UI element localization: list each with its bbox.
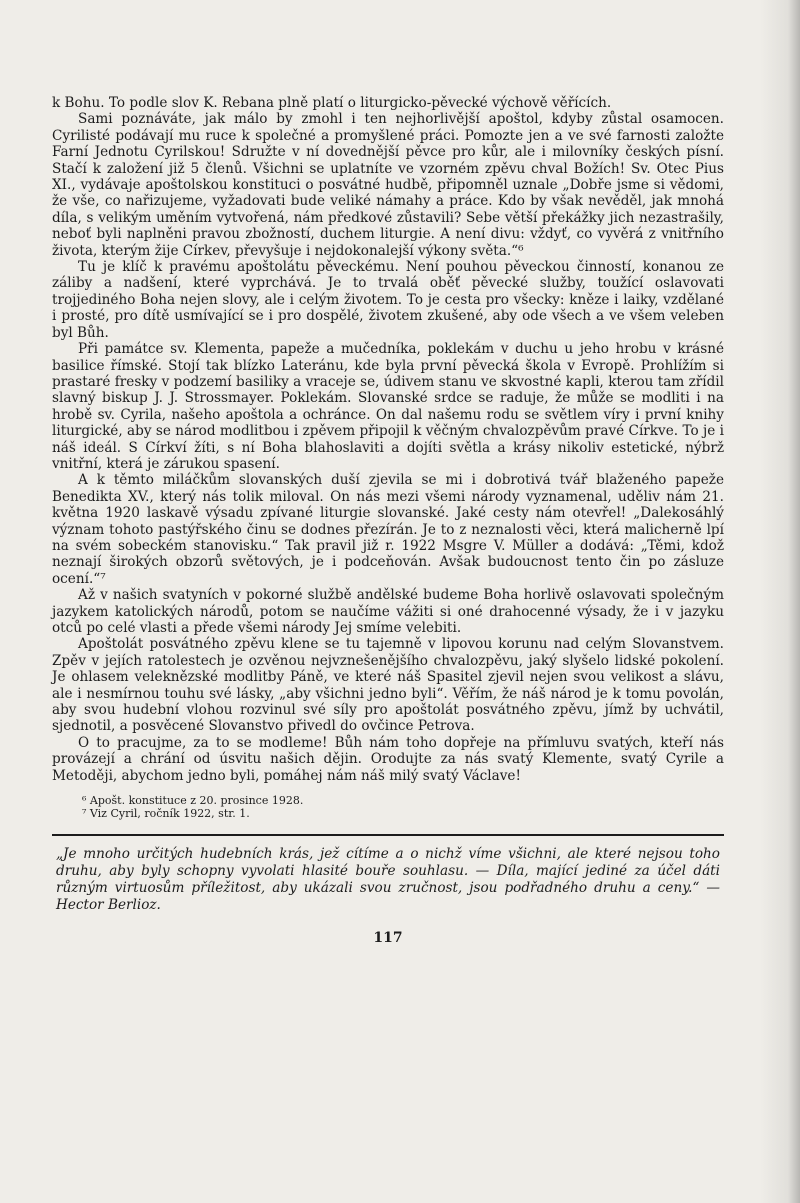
berlioz-quote: „Je mnoho určitých hudebních krás, jež cítíme a o nichž víme všichni, ale které nejsou toho druhu, aby byly schopny vyvolati hlasité bouře souhlasu. — Díla, mající jediné za účel dáti různým virtuosům příležitost, aby ukázali svou zručnost, jsou podřadného druhu a ceny.“ — Hector Berlioz. xyxy=(56,846,720,914)
book-binding-shadow xyxy=(760,0,800,1203)
page-number: 117 xyxy=(373,930,403,947)
footnote-6: ⁶ Apošt. konstituce z 20. prosince 1928. xyxy=(82,794,304,808)
paragraph-4: Při památce sv. Klementa, papeže a mučedníka, poklekám v duchu u jeho hrobu v krásné basilice římské. Stojí tak blízko Lateránu, kde byla první pěvecká škola v Evropě. Prohlížím si prastaré fresky v podzemí basiliky a vraceje se, údivem stanu ve skvostné kapli, kterou tam zřídil slavný biskup J. J. Strossmayer. Poklekám. Slovanské srdce se raduje, že může se modliti i na hrobě sv. Cyrila, našeho apoštola a ochránce. On dal našemu rodu se světlem víry i první knihy liturgické, aby se národ modlitbou i zpěvem připojil k věčným chvalozpěvům pravé Církve. To je i náš ideál. S Církví žíti, s ní Boha blahoslaviti a dojíti světla a krásy nikoliv estetické, nýbrž vnitřní, která je zárukou spasení. xyxy=(52,341,724,472)
paragraph-1: k Bohu. To podle slov K. Rebana plně platí o liturgicko-pěvecké výchově věřících. xyxy=(52,95,612,111)
paragraph-7: Apoštolát posvátného zpěvu klene se tu tajemně v lipovou korunu nad celým Slovanstvem. Zpěv v jejích ratolestech je ozvěnou nejvznešenějšího chvalozpěvu, jaký slyšelo lidské pokolení. Je ohlasem veleknězské modlitby Páně, ve které náš Spasitel zjevil nejen svou velikost a slávu, ale i nesmírnou touhu své lásky, „aby všichni jedno byli“. Věřím, že náš národ je k tomu povolán, aby svou hudební vlohou rozvinul své síly pro apoštolát posvátného zpěvu, jímž by uchvátil, sjednotil, a posvěcené Slovanstvo přivedl do ovčince Petrova. xyxy=(52,636,724,735)
footnotes xyxy=(52,794,724,820)
paragraph-2: Sami poznáváte, jak málo by zmohl i ten nejhorlivější apoštol, kdyby zůstal osamocen. Cyrilisté podávají mu ruce k společné a promyšlené práci. Pomozte jen a ve své farnosti založte Farní Jednotu Cyrilskou! Sdružte v ní dovednější pěvce pro kůr, ale i milovníky českých písní. Stačí k založení již 5 členů. Všichni se uplatníte ve vzorném zpěvu chval Božích! Sv. Otec Pius XI., vydávaje apoštolskou konstituci o posvátné hudbě, připomněl uznale „Dobře jsme si vědomi, že vše, co nařizujeme, vyžadovati bude veliké námahy a práce. Kdo by však nevěděl, jak mnohá díla, s velikým uměním vytvořená, nám předkové zůstavili? Sebe větší překážky jich nezastrašily, neboť byli naplněni pravou zbožností, duchem liturgie. A není divu: vždyť, co vyvěrá z vnitřního života, kterým žije Církev, převyšuje i nejdokonalejší výkony světa.“⁶ xyxy=(52,111,724,259)
paragraph-3: Tu je klíč k pravému apoštolátu pěveckému. Není pouhou pěveckou činností, konanou ze záliby a nadšení, které vyprchává. Je to trvalá oběť pěvecké služby, toužící oslavovati trojjediného Boha nejen slovy, ale i celým životem. To je cesta pro všecky: kněze i laiky, vzdělané i prosté, pro dítě usmívající se i pro dospělé, životem zkušené, aby ode všech a ve všem veleben byl Bůh. xyxy=(52,259,724,341)
paragraph-8: O to pracujme, za to se modleme! Bůh nám toho dopřeje na přímluvu svatých, kteří nás provázejí a chrání od úsvitu našich dějin. Orodujte za nás svatý Klemente, svatý Cyrile a Metoději, abychom jedno byli, pomáhej nám náš milý svatý Václave! xyxy=(52,734,724,784)
page-content xyxy=(52,95,724,946)
paragraph-5: A k těmto miláčkům slovanských duší zjevila se mi i dobrotivá tvář blaženého papeže Benedikta XV., který nás tolik miloval. On nás mezi všemi národy vyznamenal, uděliv nám 21. května 1920 laskavě výsadu zpívané liturgie slovanské. Jaké cesty nám otevřel! „Dalekosáhlý význam tohoto pastýřského činu se dodnes přezírán. Je to z neznalosti věci, která malicherně lpí na svém sobeckém stanovisku.“ Tak pravil již r. 1922 Msgre V. Müller a dodává: „Těmi, kdož neznají širokých obzorů světových, je i podceňován. Avšak budoucnost tento čin po zásluze ocení.“⁷ xyxy=(52,472,724,587)
paragraph-6: Až v našich svatyních v pokorné službě andělské budeme Boha horlivě oslavovati společným jazykem katolických národů, potom se naučíme vážiti si oné drahocenné výsady, že i v jazyku otců po celé vlasti a přede všemi národy Jej smíme velebiti. xyxy=(52,587,724,636)
footnote-7: ⁷ Viz Cyril, ročník 1922, str. 1. xyxy=(82,807,250,821)
divider-rule xyxy=(52,834,724,836)
